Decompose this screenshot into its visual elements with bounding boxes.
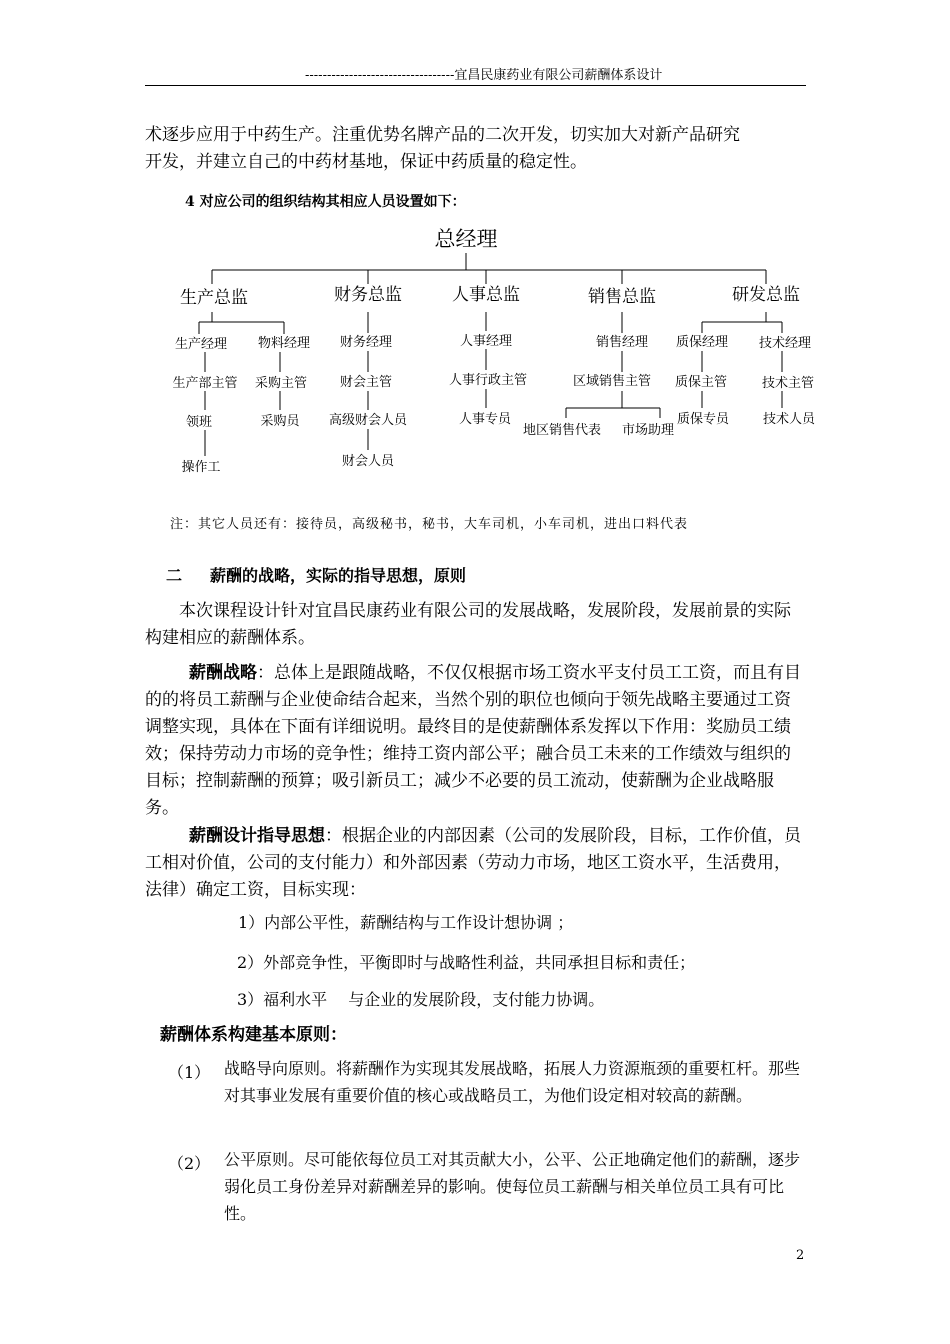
role-purchasing-supervisor: 采购主管	[254, 376, 308, 391]
page-number: 2	[796, 1248, 805, 1263]
guiding-item-1: 1）内部公平性，薪酬结构与工作设计想协调 ；	[238, 913, 574, 932]
principle-2-text: 公平原则。尽可能依每位员工对其贡献大小，公平、公正地确定他们的薪酬，逐步弱化员工身份差异对薪酬差异的影响。使每位员工薪酬与相关单位员工具有可比性。	[224, 1150, 801, 1223]
principle-2-number: （2）	[168, 1154, 211, 1173]
role-qa-supervisor: 质保主管	[674, 375, 728, 390]
role-finance-manager: 财务经理	[339, 335, 393, 350]
intro-line-2: 开发，并建立自己的中药材基地，保证中药质量的稳定性。	[145, 152, 587, 172]
guiding-item-3: 3）福利水平 与企业的发展阶段，支付能力协调。	[237, 990, 605, 1009]
role-senior-accountant: 高级财会人员	[328, 413, 408, 428]
role-purchaser: 采购员	[260, 414, 300, 429]
intro-line-1: 术逐步应用于中药生产。注重优势名牌产品的二次开发，切实加大对新产品研究	[145, 125, 740, 145]
role-tech-supervisor: 技术主管	[761, 376, 815, 391]
org-chart-caption: 4 对应公司的组织结构其相应人员设置如下：	[185, 194, 466, 210]
dept-sales: 销售总监	[588, 287, 656, 307]
role-foreman: 领班	[185, 415, 213, 430]
section-title: 薪酬的战略，实际的指导思想，原则	[210, 566, 467, 585]
strategy-text: ：总体上是跟随战略，不仅仅根据市场工资水平支付员工工资，而且有目的的将员工薪酬与企业使命结合起来，当然个别的职位也倾向于领先战略主要通过工资调整实现，具体在下面有详细说明。最终目的是使薪酬体系发挥以下作用：奖励员工绩效；保持劳动力市场的竞争性；维持工资内部公平；融合员工未来的工作绩效与组织的目标；控制薪酬的预算；吸引新员工；减少不必要的员工流动，使薪酬为企业战略服务。	[145, 663, 801, 818]
dept-rnd: 研发总监	[732, 285, 800, 305]
role-operator: 操作工	[181, 460, 221, 475]
guiding-item-2: 2）外部竞争性，平衡即时与战略性利益，共同承担目标和责任；	[237, 953, 696, 972]
role-qa-specialist: 质保专员	[676, 412, 730, 427]
role-qa-manager: 质保经理	[675, 335, 729, 350]
role-sales-manager: 销售经理	[595, 335, 649, 350]
dept-finance: 财务总监	[334, 285, 402, 305]
org-root: 总经理	[434, 227, 498, 251]
guiding-text: ：根据企业的内部因素（公司的发展阶段，目标，工作价值，员工相对价值，公司的支付能力）和外部因素（劳动力市场，地区工资水平，生活费用，法律）确定工资，目标实现：	[145, 826, 801, 900]
guiding-paragraph	[145, 823, 806, 904]
role-hr-admin-supervisor: 人事行政主管	[448, 373, 528, 388]
dept-hr: 人事总监	[452, 285, 520, 305]
section-intro: 本次课程设计针对宜昌民康药业有限公司的发展战略，发展阶段，发展前景的实际构建相应的薪酬体系。	[145, 601, 791, 648]
section-heading	[166, 563, 466, 586]
strategy-paragraph	[145, 660, 806, 822]
section-number: 二	[166, 566, 183, 585]
staff-note: 注：其它人员还有：接待员，高级秘书，秘书，大车司机，小车司机，进出口料代表	[170, 517, 689, 532]
principle-1-number: （1）	[168, 1063, 211, 1082]
role-materials-manager: 物料经理	[257, 336, 311, 351]
role-accountant: 财会人员	[341, 454, 395, 469]
role-marketing-assistant: 市场助理	[621, 423, 675, 438]
role-technician: 技术人员	[762, 412, 816, 427]
role-production-supervisor: 生产部主管	[172, 376, 238, 391]
role-hr-manager: 人事经理	[459, 334, 513, 349]
dept-production: 生产总监	[180, 288, 248, 308]
role-tech-manager: 技术经理	[758, 336, 812, 351]
role-district-sales-rep: 地区销售代表	[522, 423, 602, 438]
strategy-label: 薪酬战略	[189, 663, 257, 683]
role-regional-sales-supervisor: 区域销售主管	[572, 374, 652, 389]
org-chart	[0, 0, 950, 500]
role-production-manager: 生产经理	[174, 337, 228, 352]
role-accounting-supervisor: 财会主管	[339, 375, 393, 390]
principles-heading: 薪酬体系构建基本原则：	[160, 1025, 347, 1045]
role-hr-specialist: 人事专员	[458, 412, 512, 427]
page-header: ----------------------------------宜昌民康药业有限公司薪酬体系设计	[305, 68, 663, 83]
guiding-label: 薪酬设计指导思想	[189, 826, 325, 846]
principle-1-text: 战略导向原则。将薪酬作为实现其发展战略，拓展人力资源瓶颈的重要杠杆。那些对其事业发展有重要价值的核心或战略员工，为他们设定相对较高的薪酬。	[224, 1059, 801, 1105]
